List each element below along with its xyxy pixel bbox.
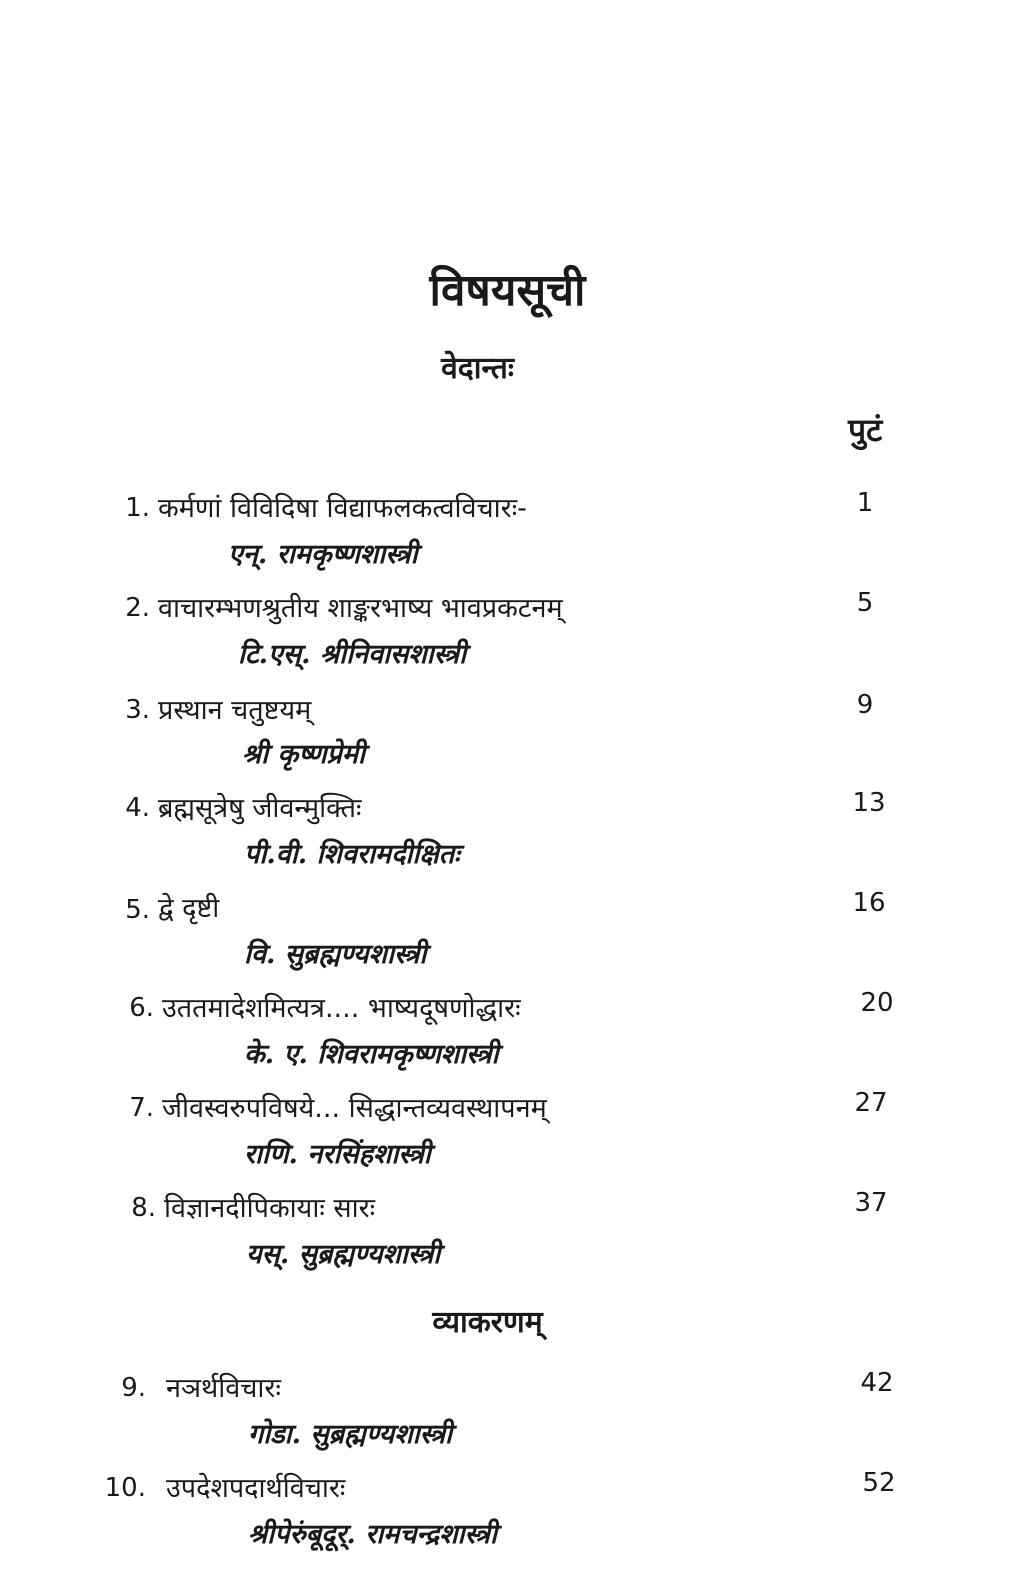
section-heading-vedanta: वेदान्तः (441, 351, 514, 386)
entry-number: 9. (121, 1373, 146, 1403)
entry-number: 2. (125, 593, 150, 623)
entry-number: 6. (129, 993, 154, 1023)
entry-title: नञर्थविचारः (166, 1373, 281, 1404)
entry-number: 3. (125, 695, 150, 725)
entry-author: एन्. रामकृष्णशास्त्री (228, 539, 418, 570)
entry-author: राणि. नरसिंहशास्त्री (244, 1139, 431, 1170)
section-heading-vyakarana: व्याकरणम् (432, 1305, 543, 1340)
toc-entry-5 (0, 888, 1015, 988)
entry-author: पी.वी. शिवरामदीक्षितः (244, 839, 460, 870)
toc-entry-10 (0, 1468, 1015, 1568)
page-title: विषयसूची (429, 265, 586, 316)
entry-page-number: 9 (856, 690, 874, 720)
toc-entry-9 (0, 1368, 1015, 1468)
entry-title: प्रस्थान चतुष्टयम् (158, 695, 312, 726)
entry-page-number: 52 (862, 1468, 896, 1498)
entry-number: 5. (125, 895, 150, 925)
entry-number: 1. (125, 493, 150, 523)
toc-entry-1 (0, 488, 1015, 588)
entry-page-number: 20 (860, 988, 894, 1018)
entry-author: टि.एस्. श्रीनिवासशास्त्री (238, 639, 467, 670)
entry-author: श्री कृष्णप्रेमी (242, 739, 365, 770)
toc-entry-6 (0, 988, 1015, 1088)
toc-entry-8 (0, 1188, 1015, 1288)
entry-author: गोडा. सुब्रह्मण्यशास्त्री (248, 1419, 452, 1450)
entry-page-number: 27 (854, 1088, 888, 1118)
entry-page-number: 16 (852, 888, 886, 918)
entry-title: ब्रह्मसूत्रेषु जीवन्मुक्तिः (158, 793, 362, 824)
entry-page-number: 37 (854, 1188, 888, 1218)
entry-number: 10. (104, 1473, 146, 1503)
entry-page-number: 5 (856, 588, 874, 618)
entry-author: यस्. सुब्रह्मण्यशास्त्री (246, 1239, 441, 1270)
entry-number: 7. (129, 1093, 154, 1123)
toc-entry-4 (0, 788, 1015, 888)
page-column-label: पुटं (848, 411, 883, 449)
entry-title: वाचारम्भणश्रुतीय शाङ्करभाष्य भावप्रकटनम् (158, 593, 563, 624)
entry-title: कर्मणां विविदिषा विद्याफलकत्वविचारः- (158, 493, 527, 524)
entry-title: उपदेशपदार्थविचारः (166, 1473, 346, 1504)
entry-author: वि. सुब्रह्मण्यशास्त्री (244, 939, 427, 970)
toc-entry-3 (0, 690, 1015, 790)
entry-number: 8. (131, 1193, 156, 1223)
entry-title: विज्ञानदीपिकायाः सारः (164, 1193, 376, 1224)
entry-title: द्वे दृष्टी (158, 893, 220, 924)
entry-author: के. ए. शिवरामकृष्णशास्त्री (244, 1039, 499, 1070)
entry-page-number: 42 (860, 1368, 894, 1398)
entry-number: 4. (125, 793, 150, 823)
entry-page-number: 13 (852, 788, 886, 818)
toc-entry-2 (0, 588, 1015, 688)
entry-title: जीवस्वरुपविषये... सिद्धान्तव्यवस्थापनम् (162, 1093, 547, 1124)
entry-title: उततमादेशमित्यत्र.... भाष्यदूषणोद्धारः (162, 993, 521, 1024)
entry-author: श्रीपेरुंबूदूर्. रामचन्द्रशास्त्री (248, 1519, 497, 1550)
entry-page-number: 1 (856, 488, 874, 518)
toc-entry-7 (0, 1088, 1015, 1188)
